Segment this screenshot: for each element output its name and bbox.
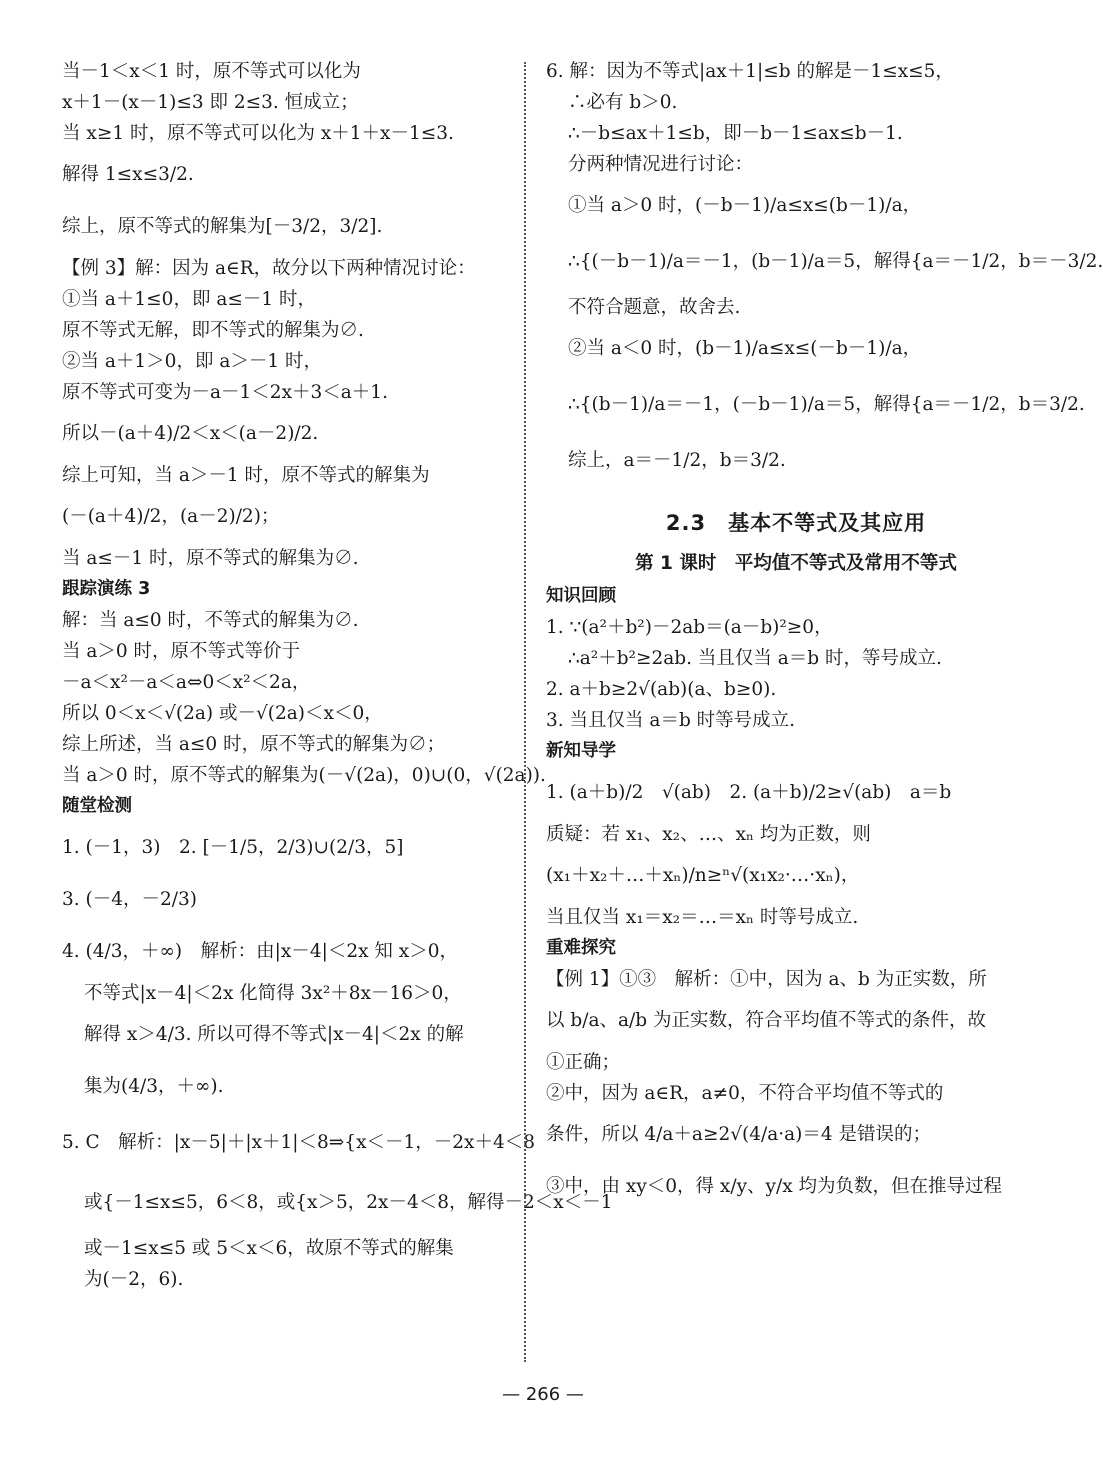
text-line: 解得 1≤x≤3/2. [62, 164, 194, 185]
text-line: ∴必有 b＞0. [568, 92, 678, 113]
text-line: x＋1－(x－1)≤3 即 2≤3. 恒成立； [62, 92, 359, 113]
text-line: 当 a＞0 时，原不等式等价于 [62, 641, 301, 662]
text-line: 所以－(a＋4)/2＜x＜(a－2)/2. [62, 423, 319, 444]
text-line: ∴a²＋b²≥2ab. 当且仅当 a＝b 时，等号成立. [568, 648, 942, 669]
right-column [546, 56, 1103, 1213]
text-line: ②当 a＋1＞0，即 a＞－1 时， [62, 351, 323, 372]
text-line: 3. 当且仅当 a＝b 时等号成立. [546, 710, 796, 731]
example-3-heading: 【例 3】解：因为 a∈R，故分以下两种情况讨论： [62, 258, 476, 279]
text-line: 综上可知，当 a＞－1 时，原不等式的解集为 [62, 465, 430, 486]
text-line: 当 a＞0 时，原不等式的解集为(－√(2a)，0)∪(0，√(2a)). [62, 765, 546, 786]
answer-line: 5. C 解析：|x－5|＋|x＋1|＜8⇒{x＜－1，－2x＋4＜8 [62, 1132, 536, 1153]
text-line: 当 a≤－1 时，原不等式的解集为∅. [62, 548, 359, 569]
heading-tracking-practice: 跟踪演练 3 [62, 579, 151, 599]
text-line: ②当 a＜0 时，(b－1)/a≤x≤(－b－1)/a， [568, 338, 922, 359]
column-divider [524, 62, 526, 1362]
text-line: 为(－2，6). [84, 1269, 184, 1290]
text-line: 质疑：若 x₁、x₂、…、xₙ 均为正数，则 [546, 824, 871, 845]
text-line: 不符合题意，故舍去. [568, 297, 741, 318]
answer-line: 4. (4/3，＋∞) 解析：由|x－4|＜2x 知 x＞0， [62, 941, 458, 962]
text-line: 原不等式无解，即不等式的解集为∅. [62, 320, 364, 341]
text-line: (x₁＋x₂＋…＋xₙ)/n≥ⁿ√(x₁x₂·…·xₙ)， [546, 865, 860, 886]
text-line: 当且仅当 x₁＝x₂＝…＝xₙ 时等号成立. [546, 907, 859, 928]
text-line: ①正确； [546, 1052, 621, 1073]
text-line: 1. (a＋b)/2 √(ab) 2. (a＋b)/2≥√(ab) a＝b [546, 782, 952, 803]
answer-line: 1. (－1，3) 2. [－1/5，2/3)∪(2/3，5] [62, 837, 404, 858]
heading-in-class-test: 随堂检测 [62, 796, 132, 816]
text-line: 或－1≤x≤5 或 5＜x＜6，故原不等式的解集 [84, 1238, 454, 1259]
text-line: 当 x≥1 时，原不等式可以化为 x＋1＋x－1≤3. [62, 123, 454, 144]
text-line: 所以 0＜x＜√(2a) 或－√(2a)＜x＜0， [62, 703, 383, 724]
text-line: ①当 a＞0 时，(－b－1)/a≤x≤(b－1)/a， [568, 195, 922, 216]
text-line: 综上，原不等式的解集为[－3/2，3/2]. [62, 216, 383, 237]
heading-knowledge-review: 知识回顾 [546, 586, 616, 606]
text-line: 不等式|x－4|＜2x 化简得 3x²＋8x－16＞0， [84, 983, 462, 1004]
answer-line: 3. (－4，－2/3) [62, 889, 198, 910]
text-line: 集为(4/3，＋∞). [84, 1076, 224, 1097]
text-line: ∴{(－b－1)/a＝－1，(b－1)/a＝5，解得{a＝－1/2，b＝－3/2. [568, 251, 1103, 272]
heading-key-difficulties: 重难探究 [546, 938, 616, 958]
text-line: ①当 a＋1≤0，即 a≤－1 时， [62, 289, 317, 310]
text-line: 分两种情况进行讨论： [568, 154, 754, 175]
text-line: ∴{(b－1)/a＝－1，(－b－1)/a＝5，解得{a＝－1/2，b＝3/2. [568, 394, 1085, 415]
text-line: 综上，a＝－1/2，b＝3/2. [568, 450, 786, 471]
text-line: 原不等式可变为－a－1＜2x＋3＜a＋1. [62, 382, 388, 403]
text-line: 解得 x＞4/3. 所以可得不等式|x－4|＜2x 的解 [84, 1024, 464, 1045]
text-line: 解：当 a≤0 时，不等式的解集为∅. [62, 610, 359, 631]
text-line: (－(a＋4)/2，(a－2)/2)； [62, 506, 280, 527]
example-1-line: 【例 1】①③ 解析：①中，因为 a、b 为正实数，所 [546, 969, 987, 990]
text-line: ∴－b≤ax＋1≤b，即－b－1≤ax≤b－1. [568, 123, 903, 144]
lesson-title: 第 1 课时 平均值不等式及常用不等式 [635, 553, 957, 574]
section-title: 2.3 基本不等式及其应用 [665, 511, 927, 535]
text-line: ③中，由 xy＜0，得 x/y、y/x 均为负数，但在推导过程 [546, 1176, 1003, 1197]
text-line: 或{－1≤x≤5，6＜8，或{x＞5，2x－4＜8，解得－2＜x＜－1 [84, 1192, 613, 1213]
text-line: 以 b/a、a/b 为正实数，符合平均值不等式的条件，故 [546, 1010, 986, 1031]
text-line: 条件，所以 4/a＋a≥2√(4/a·a)＝4 是错误的； [546, 1124, 932, 1145]
heading-new-knowledge: 新知导学 [546, 741, 616, 761]
answer-line: 6. 解：因为不等式|ax＋1|≤b 的解是－1≤x≤5， [546, 61, 954, 82]
text-line: ②中，因为 a∈R，a≠0，不符合平均值不等式的 [546, 1083, 944, 1104]
page-number: — 266 — [502, 1384, 584, 1405]
text-line: 综上所述，当 a≤0 时，原不等式的解集为∅； [62, 734, 446, 755]
text-line: 1. ∵(a²＋b²)－2ab＝(a－b)²≥0， [546, 617, 833, 638]
text-line: －a＜x²－a＜a⇔0＜x²＜2a， [62, 672, 311, 693]
text-line: 2. a＋b≥2√(ab)(a、b≥0). [546, 679, 777, 700]
text-line: 当－1＜x＜1 时，原不等式可以化为 [62, 61, 361, 82]
